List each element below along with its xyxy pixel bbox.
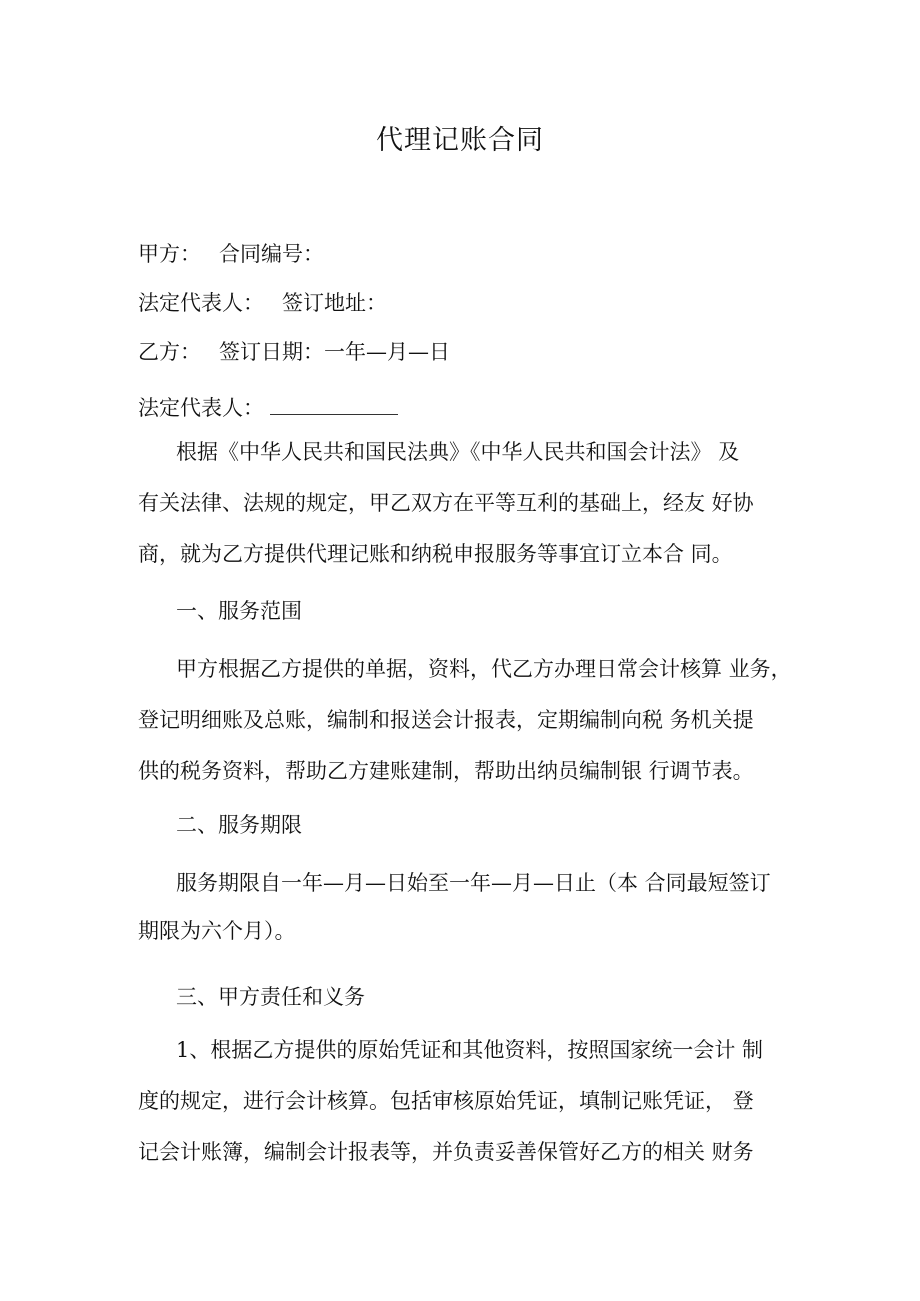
header-line-party-b [138,338,450,366]
body-line-1: 根据《中华人民共和国民法典》《中华人民共和国会计法》 及 [176,440,740,464]
header-line-rep-1 [138,289,387,317]
party-b-label: 乙方： [138,340,201,364]
sign-address-label: 签订地址： [282,291,387,315]
rep-label-1: 法定代表人： [138,291,264,315]
body-line-12: 1、根据乙方提供的原始凭证和其他资料，按照国家统一会计 制 [176,1038,764,1062]
body-line-14: 记会计账簿，编制会计报表等，并负责妥善保管好乙方的相关 财务 [138,1140,754,1164]
body-line-10: 期限为六个月）。 [138,919,296,943]
document-title: 代理记账合同 [376,125,544,156]
body-line-13: 度的规定，进行会计核算。包括审核原始凭证，填制记账凭证， 登 [138,1089,754,1113]
section-heading-2: 二、服务期限 [176,813,302,837]
body-line-6: 登记明细账及总账，编制和报送会计报表，定期编制向税 务机关提 [138,708,754,732]
signature-blank-line [270,396,398,415]
rep-label-2: 法定代表人： [138,396,264,420]
header-line-rep-2 [138,394,398,422]
body-line-2: 有关法律、法规的规定，甲乙双方在平等互利的基础上，经友 好协 [138,491,754,515]
body-line-7: 供的税务资料，帮助乙方建账建制，帮助出纳员编制银 行调节表。 [138,759,754,783]
contract-no-label: 合同编号： [219,242,324,266]
body-line-5: 甲方根据乙方提供的单据，资料，代乙方办理日常会计核算 业务， [176,657,792,681]
header-line-party-a [138,240,324,268]
section-heading-3: 三、甲方责任和义务 [176,985,365,1009]
body-line-9: 服务期限自一年—月—日始至一年—月—日止（本 合同最短签订 [176,871,771,895]
party-a-label: 甲方： [138,242,201,266]
body-line-3: 商，就为乙方提供代理记账和纳税申报服务等事宜订立本合 同。 [138,542,733,566]
sign-date-label: 签订日期：一年—月—日 [219,340,450,364]
section-heading-1: 一、服务范围 [176,599,302,623]
